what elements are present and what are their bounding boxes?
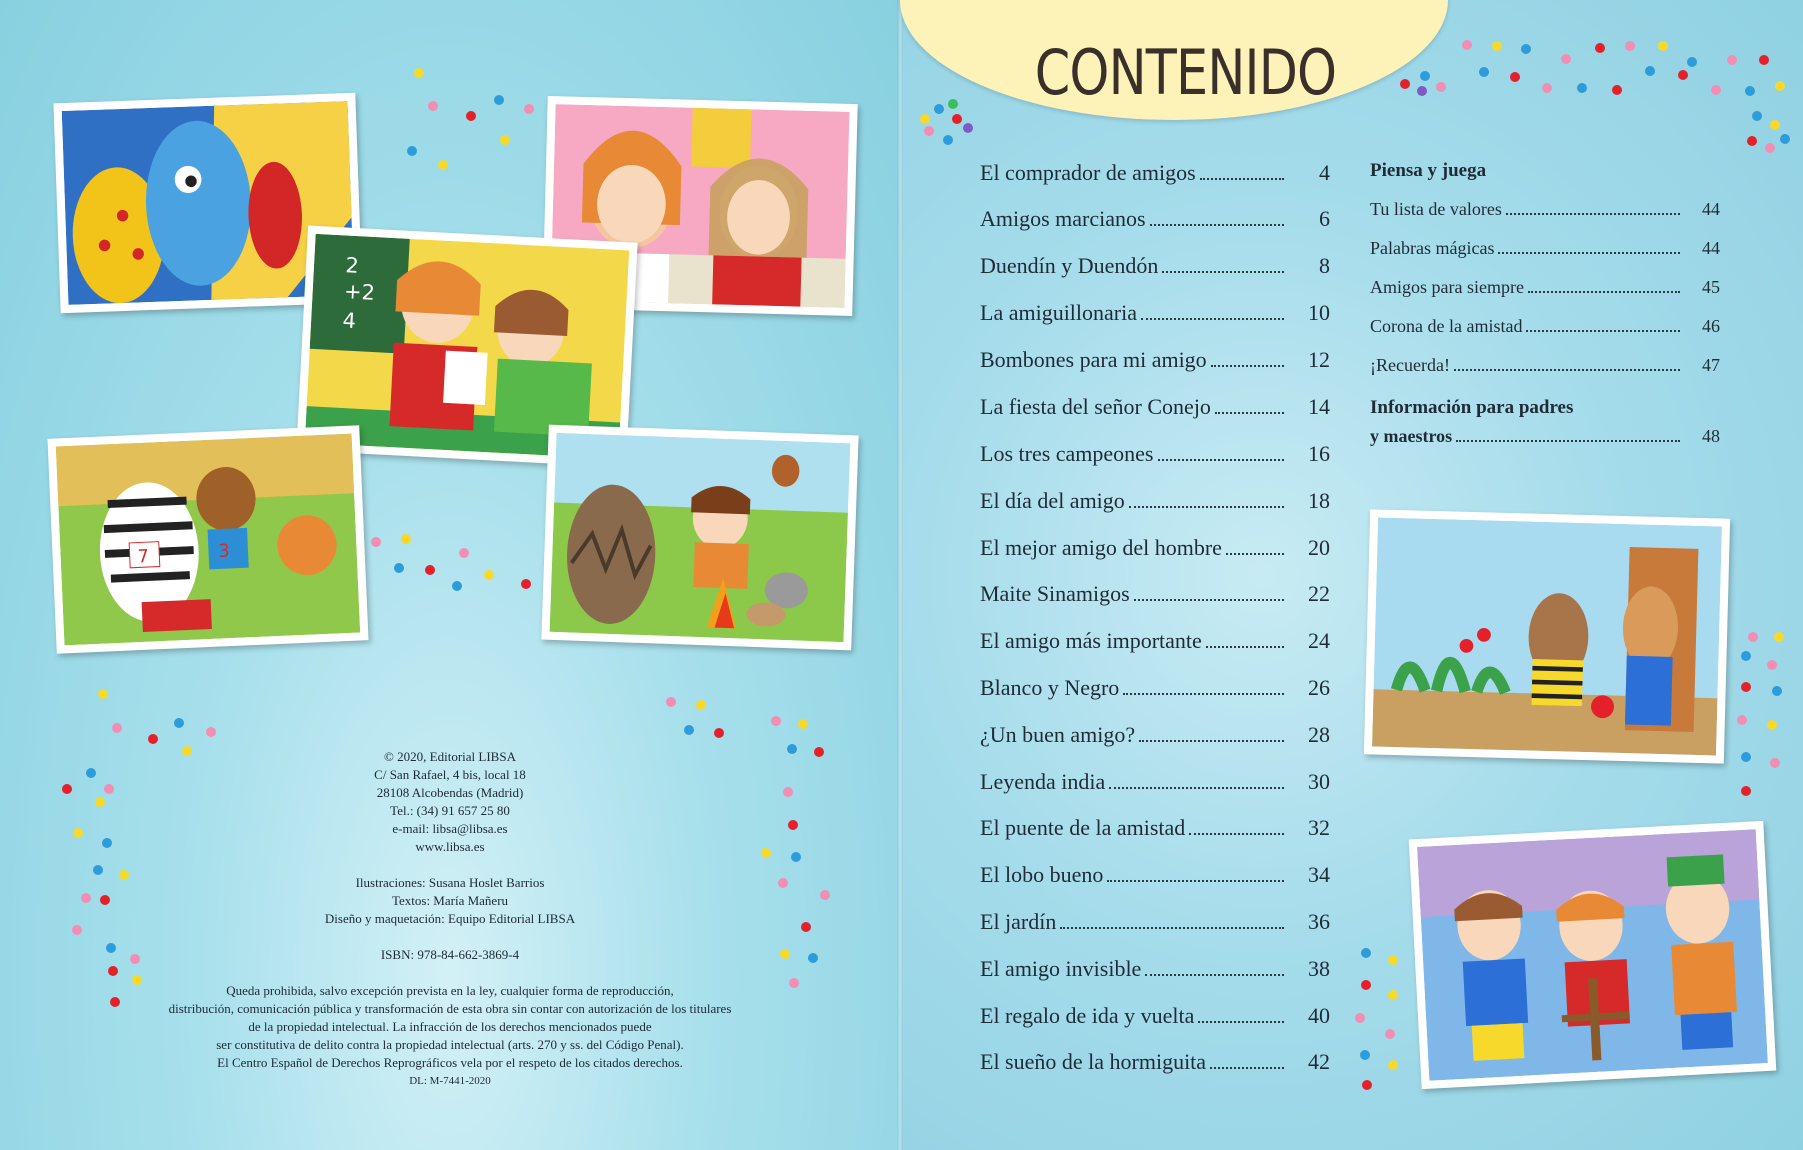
isbn: ISBN: 978-84-662-3869-4 [380, 947, 520, 962]
colophon [0, 748, 900, 1090]
toc-entry[interactable]: El amigo más importante 24 [980, 628, 1330, 653]
illustration-race [47, 425, 368, 653]
toc-entry[interactable]: El jardín 36 [980, 909, 1330, 934]
toc-section-entry[interactable]: Corona de la amistad 46 [1370, 316, 1720, 336]
toc-entry[interactable]: El amigo invisible 38 [980, 956, 1330, 981]
legal-line: de la propiedad intelectual. La infracción de los derechos mencionados puede [248, 1019, 652, 1034]
legal-line: Queda prohibida, salvo excepción prevista en la ley, cualquier forma de reproducción, [226, 983, 674, 998]
legal-line: distribución, comunicación pública y transformación de esta obra sin contar con autorización de los titulares [168, 1001, 732, 1016]
toc-entry[interactable]: Leyenda india 30 [980, 769, 1330, 794]
svg-text:2: 2 [344, 253, 360, 278]
legal-deposit: DL: M-7441-2020 [409, 1075, 491, 1087]
section-heading-info: Información para padres [1370, 397, 1574, 418]
toc-entry[interactable]: Amigos marcianos 6 [980, 206, 1330, 231]
toc-entry[interactable]: La fiesta del señor Conejo 14 [980, 394, 1330, 419]
credit-texts: Textos: María Mañeru [391, 893, 509, 908]
toc-entry[interactable]: La amiguillonaria 10 [980, 300, 1330, 325]
city-line: 28108 Alcobendas (Madrid) [376, 785, 524, 800]
toc-section-entry[interactable]: Amigos para siempre 45 [1370, 277, 1720, 297]
toc-entry[interactable]: Maite Sinamigos 22 [980, 581, 1330, 606]
svg-text:+2: +2 [343, 279, 376, 305]
toc-entry[interactable]: Los tres campeones 16 [980, 441, 1330, 466]
credit-illustrations: Ilustraciones: Susana Hoslet Barrios [355, 875, 545, 890]
toc-section-entry[interactable]: ¡Recuerda! 47 [1370, 355, 1720, 375]
toc-entry[interactable]: El lobo bueno 34 [980, 862, 1330, 887]
illustration-three-boys [1409, 821, 1777, 1089]
phone-line: Tel.: (34) 91 657 25 80 [390, 803, 510, 818]
toc-entry[interactable]: Bombones para mi amigo 12 [980, 347, 1330, 372]
email-line: e-mail: libsa@libsa.es [392, 821, 508, 836]
toc-section-entry[interactable]: Palabras mágicas 44 [1370, 238, 1720, 258]
toc-entry[interactable]: Duendín y Duendón 8 [980, 253, 1330, 278]
page-title: CONTENIDO [1034, 36, 1337, 109]
copyright-line: © 2020, Editorial LIBSA [384, 749, 516, 764]
illustration-rabbits [1364, 509, 1730, 763]
toc-entry[interactable]: El sueño de la hormiguita 42 [980, 1049, 1330, 1074]
toc-section-entry-info[interactable]: y maestros 48 [1370, 426, 1720, 446]
toc-entry[interactable]: Blanco y Negro 26 [980, 675, 1330, 700]
svg-text:7: 7 [137, 545, 150, 568]
section-heading-piensa: Piensa y juega [1370, 160, 1487, 181]
legal-line: ser constitutiva de delito contra la propiedad intelectual (arts. 270 y ss. del Código Penal). [216, 1037, 684, 1052]
rabbits-image [1372, 518, 1722, 756]
website-line: www.libsa.es [415, 839, 485, 854]
toc-entry[interactable]: El día del amigo 18 [980, 488, 1330, 513]
toc-entry[interactable]: El mejor amigo del hombre 20 [980, 535, 1330, 560]
race-image [56, 434, 360, 646]
credit-design: Diseño y maquetación: Equipo Editorial LIBSA [324, 911, 576, 926]
illustration-campfire [541, 425, 858, 651]
toc-entry[interactable]: El comprador de amigos 4 [980, 160, 1330, 185]
toc-entry[interactable]: El puente de la amistad 32 [980, 815, 1330, 840]
legal-line: El Centro Español de Derechos Reprográficos vela por el respeto de los citados derechos. [217, 1055, 683, 1070]
address-line: C/ San Rafael, 4 bis, local 18 [374, 767, 526, 782]
svg-text:4: 4 [341, 308, 357, 334]
campfire-image [550, 433, 851, 642]
toc-entry[interactable]: ¿Un buen amigo? 28 [980, 722, 1330, 747]
svg-text:3: 3 [217, 540, 231, 562]
toc-section-entry[interactable]: Tu lista de valores 44 [1370, 199, 1720, 219]
three-boys-image [1417, 829, 1768, 1080]
toc-entry[interactable]: El regalo de ida y vuelta 40 [980, 1003, 1330, 1028]
